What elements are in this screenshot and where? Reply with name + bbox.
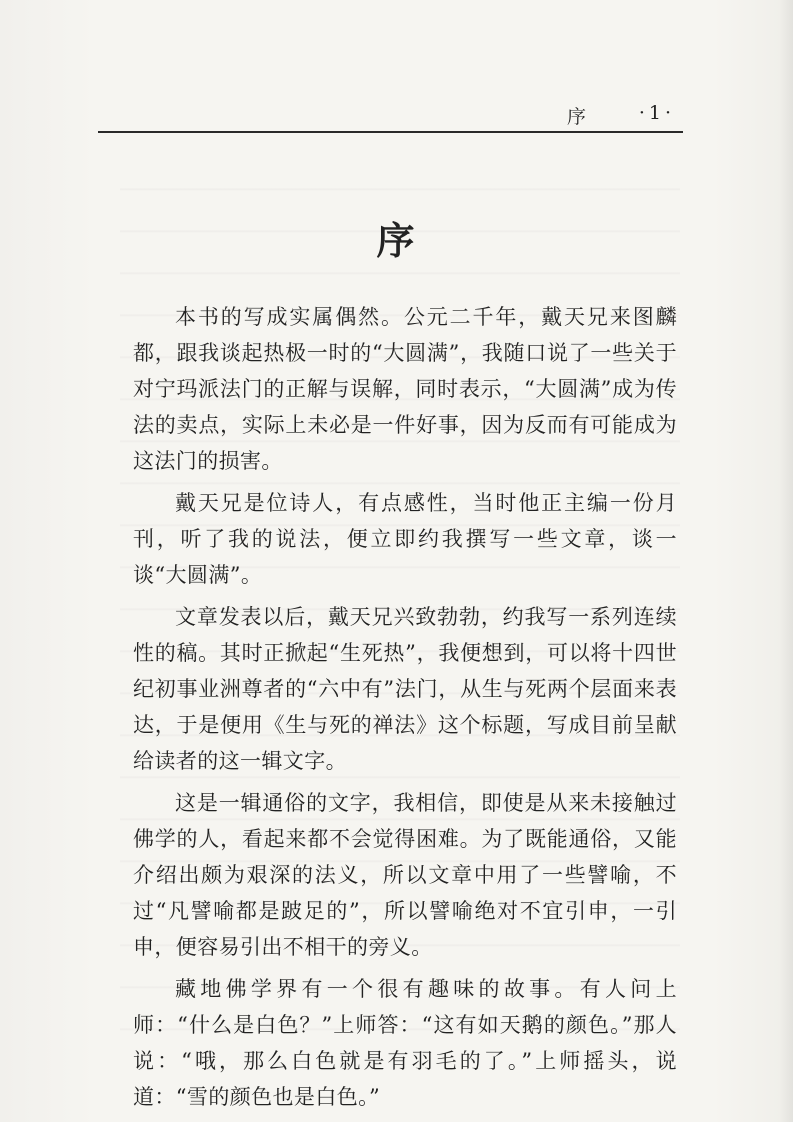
running-head [98, 100, 683, 132]
chapter-title: 序 [376, 218, 417, 263]
paragraph: 文章发表以后，戴天兄兴致勃勃，约我写一系列连续性的稿。其时正掀起“生死热”，我便想到，可以将十四世纪初事业洲尊者的“六中有”法门，从生与死两个层面来表达，于是便用《生与死的禅法》这个标题，写成目前呈献给读者的这一辑文字。 [133, 605, 677, 773]
page-number: ·1· [638, 102, 675, 124]
body-text [133, 299, 677, 1115]
running-head-title: 序 [566, 106, 587, 128]
paragraph: 本书的写成实属偶然。公元二千年，戴天兄来图麟都，跟我谈起热极一时的“大圆满”，我随口说了一些关于对宁玛派法门的正解与误解，同时表示，“大圆满”成为传法的卖点，实际上未必是一件好事，因为反而有可能成为这法门的损害。 [133, 305, 677, 473]
paragraph: 藏地佛学界有一个很有趣味的故事。有人问上师：“什么是白色？”上师答：“这有如天鹅的颜色。”那人说：“哦，那么白色就是有羽毛的了。”上师摇头，说道：“雪的颜色也是白色。” [133, 977, 677, 1109]
paragraph: 这是一辑通俗的文字，我相信，即使是从来未接触过佛学的人，看起来都不会觉得困难。为了既能通俗，又能介绍出颇为艰深的法义，所以文章中用了一些譬喻，不过“凡譬喻都是跛足的”，所以譬喻绝对不宜引申，一引申，便容易引出不相干的旁义。 [133, 791, 677, 959]
paragraph: 戴天兄是位诗人，有点感性，当时他正主编一份月刊，听了我的说法，便立即约我撰写一些文章，谈一谈“大圆满”。 [133, 491, 677, 587]
page-edge-shadow [779, 0, 793, 1122]
header-rule [98, 131, 683, 133]
